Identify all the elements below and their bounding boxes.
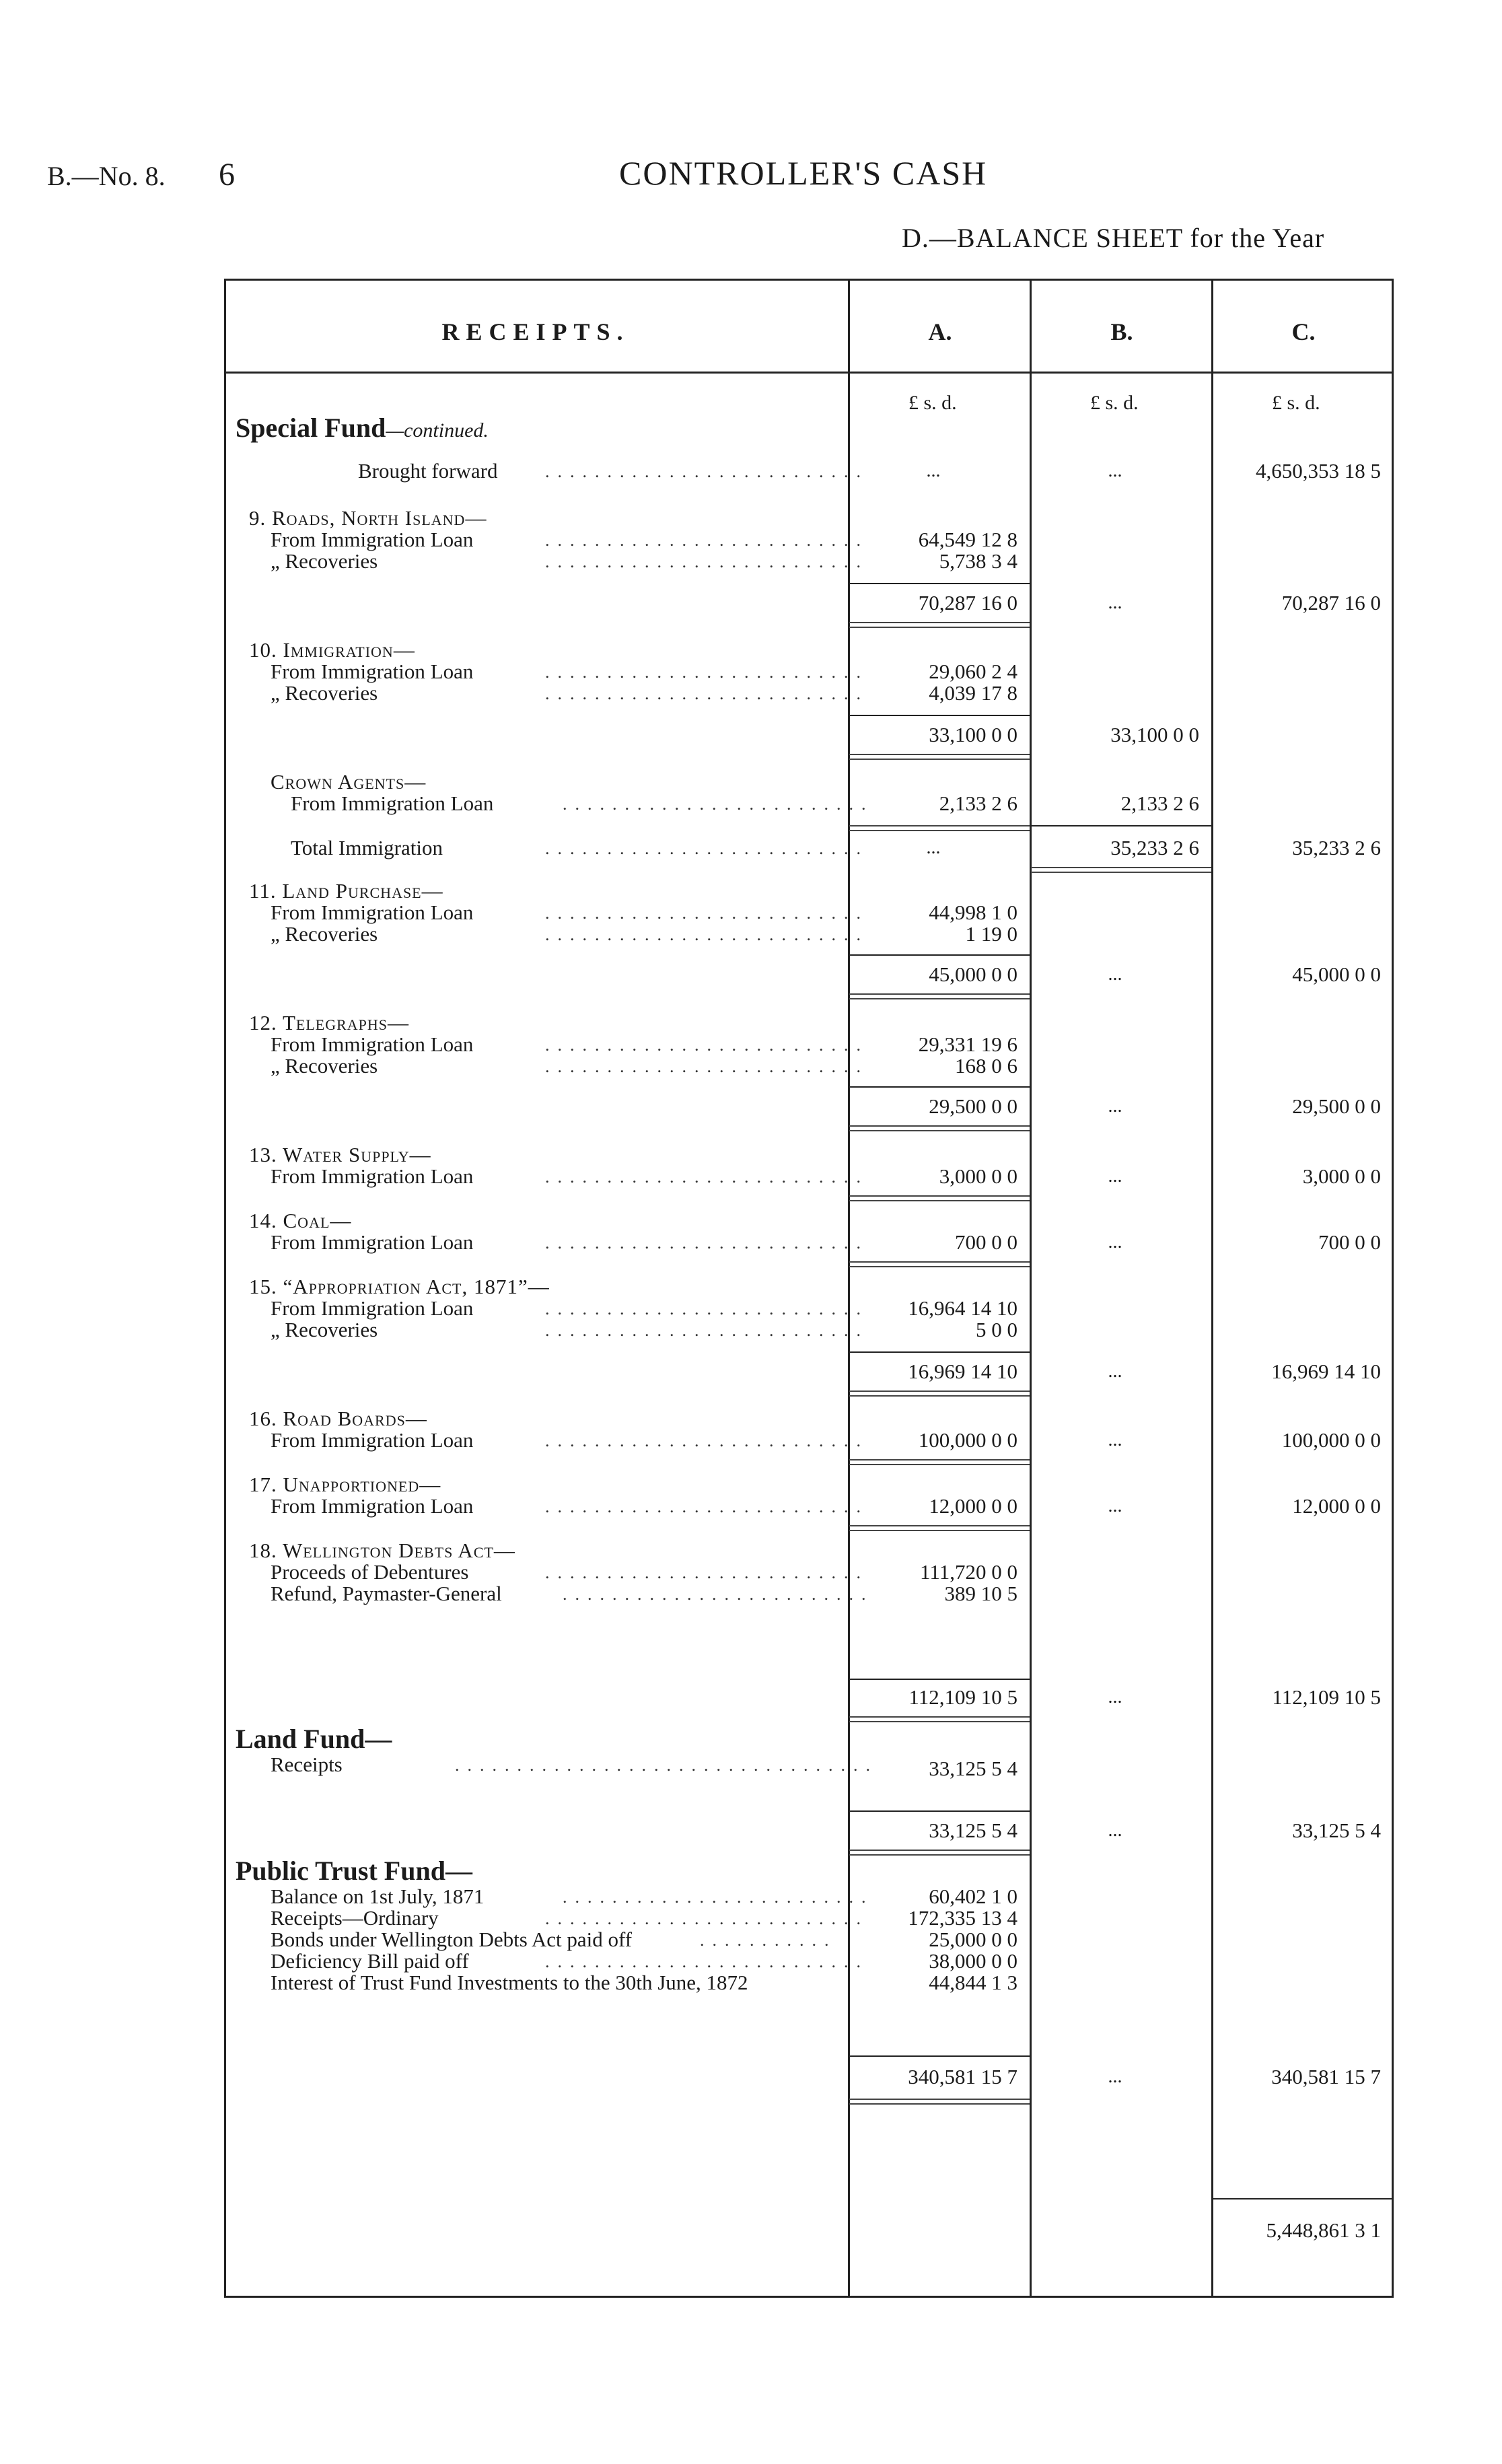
double-rule (849, 993, 1030, 995)
double-rule (849, 1525, 1030, 1526)
wellington-line-refund: Refund, Paymaster-General (271, 1582, 502, 1605)
leader-dots: .......................... (545, 1057, 869, 1076)
empty-cell-b: ... (1108, 1495, 1122, 1516)
column-header-receipts: RECEIPTS. (441, 318, 630, 345)
double-rule (1031, 867, 1211, 868)
leader-dots: .......................... (545, 925, 869, 944)
empty-cell-a: ... (926, 837, 941, 858)
empty-cell-b: ... (1108, 1166, 1122, 1187)
road-boards-c: 100,000 0 0 (1281, 1428, 1381, 1452)
roads-recoveries-a: 5,738 3 4 (939, 549, 1017, 573)
immigration-immigration-loan-a: 29,060 2 4 (929, 660, 1017, 683)
land-fund-total-c: 33,125 5 4 (1292, 1819, 1381, 1842)
page-title: CONTROLLER'S CASH (619, 154, 988, 192)
double-rule (849, 1195, 1030, 1197)
water-supply-line-immigration-loan: From Immigration Loan (271, 1164, 474, 1188)
telegraphs-recoveries-a: 168 0 6 (955, 1054, 1017, 1078)
table-border-bottom (224, 2296, 1394, 2298)
double-rule (849, 1261, 1030, 1263)
leader-dots: .......................... (545, 462, 869, 481)
land-fund-receipts-a: 33,125 5 4 (929, 1757, 1017, 1780)
public-trust-line-receipts: Receipts—Ordinary (271, 1906, 439, 1930)
leader-dots: .................................. (455, 1755, 878, 1775)
appropriation-total-a: 16,969 14 10 (908, 1360, 1017, 1383)
leader-dots: .......................... (545, 1952, 869, 1971)
double-rule (849, 1850, 1030, 1851)
empty-cell-b: ... (1108, 460, 1122, 481)
item-heading-telegraphs: 12. Telegraphs— (249, 1011, 409, 1034)
empty-cell-b: ... (1108, 2066, 1122, 2087)
public-trust-interest-a: 44,844 1 3 (929, 1971, 1017, 1994)
item-heading-roads: 9. Roads, North Island— (249, 506, 487, 530)
empty-cell-b: ... (1108, 1687, 1122, 1708)
leader-dots: .......................... (545, 1167, 869, 1187)
crown-agents-a: 2,133 2 6 (939, 791, 1017, 815)
land-purchase-line-immigration-loan: From Immigration Loan (271, 901, 474, 924)
wellington-debentures-a: 111,720 0 0 (920, 1560, 1017, 1584)
leader-dots: .......................... (545, 552, 869, 571)
wellington-total-a: 112,109 10 5 (908, 1685, 1017, 1709)
telegraphs-line-immigration-loan: From Immigration Loan (271, 1032, 474, 1056)
telegraphs-line-recoveries: „ Recoveries (271, 1054, 378, 1078)
leader-dots: ......................... (563, 1887, 874, 1907)
rule (849, 1810, 1030, 1812)
empty-cell-a: ... (926, 460, 941, 481)
crown-agents-line-immigration-loan: From Immigration Loan (291, 791, 494, 815)
table-border-right (1392, 279, 1394, 2298)
page-number: 6 (219, 157, 235, 192)
item-heading-water-supply: 13. Water Supply— (249, 1143, 431, 1166)
public-trust-line-bonds: Bonds under Wellington Debts Act paid off (271, 1928, 633, 1951)
rule (849, 583, 1030, 584)
double-rule (849, 1391, 1030, 1392)
public-trust-line-balance: Balance on 1st July, 1871 (271, 1885, 485, 1908)
leader-dots: .......................... (545, 1563, 869, 1582)
empty-cell-b: ... (1108, 1361, 1122, 1382)
brought-forward-label: Brought forward (358, 459, 498, 483)
rule (849, 1086, 1030, 1088)
double-rule (849, 1716, 1030, 1718)
public-trust-bonds-a: 25,000 0 0 (929, 1928, 1017, 1951)
coal-c: 700 0 0 (1318, 1230, 1381, 1254)
total-immigration-c: 35,233 2 6 (1292, 836, 1381, 859)
leader-dots: .......................... (545, 1431, 869, 1450)
double-rule (849, 1125, 1030, 1127)
roads-line-recoveries: „ Recoveries (271, 549, 378, 573)
public-trust-line-deficiency-bill: Deficiency Bill paid off (271, 1949, 469, 1973)
total-immigration-label: Total Immigration (291, 836, 443, 859)
immigration-total-a: 33,100 0 0 (929, 723, 1017, 746)
empty-cell-b: ... (1108, 1430, 1122, 1450)
item-heading-crown-agents: Crown Agents— (271, 770, 427, 794)
double-rule (849, 825, 1030, 826)
rule (849, 954, 1030, 956)
wellington-refund-a: 389 10 5 (944, 1582, 1017, 1605)
units-label-b: £ s. d. (1090, 392, 1139, 414)
column-divider-b (1030, 279, 1032, 2298)
unapportioned-line-immigration-loan: From Immigration Loan (271, 1494, 474, 1518)
water-supply-c: 3,000 0 0 (1302, 1164, 1381, 1188)
telegraphs-total-a: 29,500 0 0 (929, 1094, 1017, 1118)
immigration-line-recoveries: „ Recoveries (271, 681, 378, 705)
item-heading-appropriation-act: 15. “Appropriation Act, 1871”— (249, 1275, 550, 1298)
leader-dots: ......................... (563, 794, 874, 814)
leader-dots: .......................... (545, 1497, 869, 1516)
table-border-left (224, 279, 226, 2298)
double-rule (849, 754, 1030, 755)
leader-dots: .......................... (545, 530, 869, 550)
water-supply-a: 3,000 0 0 (939, 1164, 1017, 1188)
appropriation-immigration-loan-a: 16,964 14 10 (908, 1296, 1017, 1320)
telegraphs-total-c: 29,500 0 0 (1292, 1094, 1381, 1118)
land-purchase-recoveries-a: 1 19 0 (965, 922, 1017, 946)
leader-dots: .......................... (545, 1233, 869, 1253)
section-title-land-fund: Land Fund— (236, 1724, 392, 1754)
empty-cell-b: ... (1108, 592, 1122, 613)
item-heading-unapportioned: 17. Unapportioned— (249, 1473, 441, 1496)
rule (849, 2055, 1030, 2057)
roads-total-a: 70,287 16 0 (918, 591, 1017, 614)
immigration-recoveries-a: 4,039 17 8 (929, 681, 1017, 705)
units-label-c: £ s. d. (1272, 392, 1320, 414)
unapportioned-c: 12,000 0 0 (1292, 1494, 1381, 1518)
rule (849, 1679, 1030, 1680)
rule (1213, 2198, 1392, 2199)
leader-dots: .......................... (545, 1299, 869, 1318)
immigration-line-immigration-loan: From Immigration Loan (271, 660, 474, 683)
empty-cell-b: ... (1108, 1232, 1122, 1253)
rule (1031, 825, 1211, 826)
public-trust-line-interest: Interest of Trust Fund Investments to the 30th June, 1872 (271, 1971, 748, 1994)
public-trust-total-a: 340,581 15 7 (908, 2065, 1017, 2088)
telegraphs-immigration-loan-a: 29,331 19 6 (918, 1032, 1017, 1056)
public-trust-receipts-a: 172,335 13 4 (908, 1906, 1017, 1930)
leader-dots: .......................... (545, 684, 869, 703)
roads-total-c: 70,287 16 0 (1281, 591, 1381, 614)
land-purchase-total-c: 45,000 0 0 (1292, 962, 1381, 986)
rule (849, 715, 1030, 716)
land-fund-line-receipts: Receipts (271, 1753, 343, 1776)
document-reference: B.—No. 8. (47, 161, 166, 191)
public-trust-deficiency-bill-a: 38,000 0 0 (929, 1949, 1017, 1973)
section-title-public-trust-fund: Public Trust Fund— (236, 1856, 472, 1886)
leader-dots: .......................... (545, 662, 869, 682)
empty-cell-b: ... (1108, 1096, 1122, 1117)
land-fund-total-a: 33,125 5 4 (929, 1819, 1017, 1842)
item-heading-land-purchase: 11. Land Purchase— (249, 879, 443, 903)
double-rule (849, 1459, 1030, 1460)
grand-total-c: 5,448,861 3 1 (1266, 2218, 1381, 2242)
column-divider-c (1211, 279, 1213, 2298)
leader-dots: .......................... (545, 1321, 869, 1340)
immigration-total-b: 33,100 0 0 (1110, 723, 1199, 746)
roads-immigration-loan-a: 64,549 12 8 (918, 528, 1017, 551)
column-header-c: C. (1291, 318, 1316, 345)
item-heading-coal: 14. Coal— (249, 1209, 352, 1232)
roads-line-immigration-loan: From Immigration Loan (271, 528, 474, 551)
wellington-line-debentures: Proceeds of Debentures (271, 1560, 469, 1584)
leader-dots: .......................... (545, 839, 869, 858)
units-label-a: £ s. d. (908, 392, 957, 414)
header-divider (224, 372, 1394, 374)
appropriation-line-recoveries: „ Recoveries (271, 1318, 378, 1341)
total-immigration-b: 35,233 2 6 (1110, 836, 1199, 859)
page-subtitle: D.—BALANCE SHEET for the Year (902, 223, 1325, 253)
item-heading-wellington-debts-act: 18. Wellington Debts Act— (249, 1539, 515, 1562)
item-heading-immigration: 10. Immigration— (249, 638, 415, 662)
double-rule (849, 2099, 1030, 2100)
leader-dots: .......................... (545, 1035, 869, 1055)
wellington-total-c: 112,109 10 5 (1272, 1685, 1381, 1709)
column-divider-a (848, 279, 850, 2298)
public-trust-total-c: 340,581 15 7 (1271, 2065, 1381, 2088)
leader-dots: ........... (700, 1930, 837, 1950)
empty-cell-b: ... (1108, 1820, 1122, 1841)
column-header-b: B. (1110, 318, 1133, 345)
leader-dots: .......................... (545, 1909, 869, 1928)
road-boards-line-immigration-loan: From Immigration Loan (271, 1428, 474, 1452)
land-purchase-total-a: 45,000 0 0 (929, 962, 1017, 986)
item-heading-road-boards: 16. Road Boards— (249, 1407, 427, 1430)
column-header-a: A. (928, 318, 952, 345)
double-rule (849, 622, 1030, 623)
land-purchase-immigration-loan-a: 44,998 1 0 (929, 901, 1017, 924)
table-border-top (224, 279, 1394, 281)
coal-a: 700 0 0 (955, 1230, 1017, 1254)
crown-agents-b: 2,133 2 6 (1120, 791, 1199, 815)
section-title-special-fund: Special Fund—continued. (236, 413, 489, 443)
appropriation-total-c: 16,969 14 10 (1271, 1360, 1381, 1383)
leader-dots: ......................... (563, 1584, 874, 1604)
appropriation-recoveries-a: 5 0 0 (976, 1318, 1017, 1341)
brought-forward-c: 4,650,353 18 5 (1256, 459, 1381, 483)
unapportioned-a: 12,000 0 0 (929, 1494, 1017, 1518)
land-purchase-line-recoveries: „ Recoveries (271, 922, 378, 946)
leader-dots: .......................... (545, 903, 869, 923)
public-trust-balance-a: 60,402 1 0 (929, 1885, 1017, 1908)
road-boards-a: 100,000 0 0 (918, 1428, 1017, 1452)
coal-line-immigration-loan: From Immigration Loan (271, 1230, 474, 1254)
empty-cell-b: ... (1108, 964, 1122, 985)
appropriation-line-immigration-loan: From Immigration Loan (271, 1296, 474, 1320)
rule (849, 1351, 1030, 1353)
